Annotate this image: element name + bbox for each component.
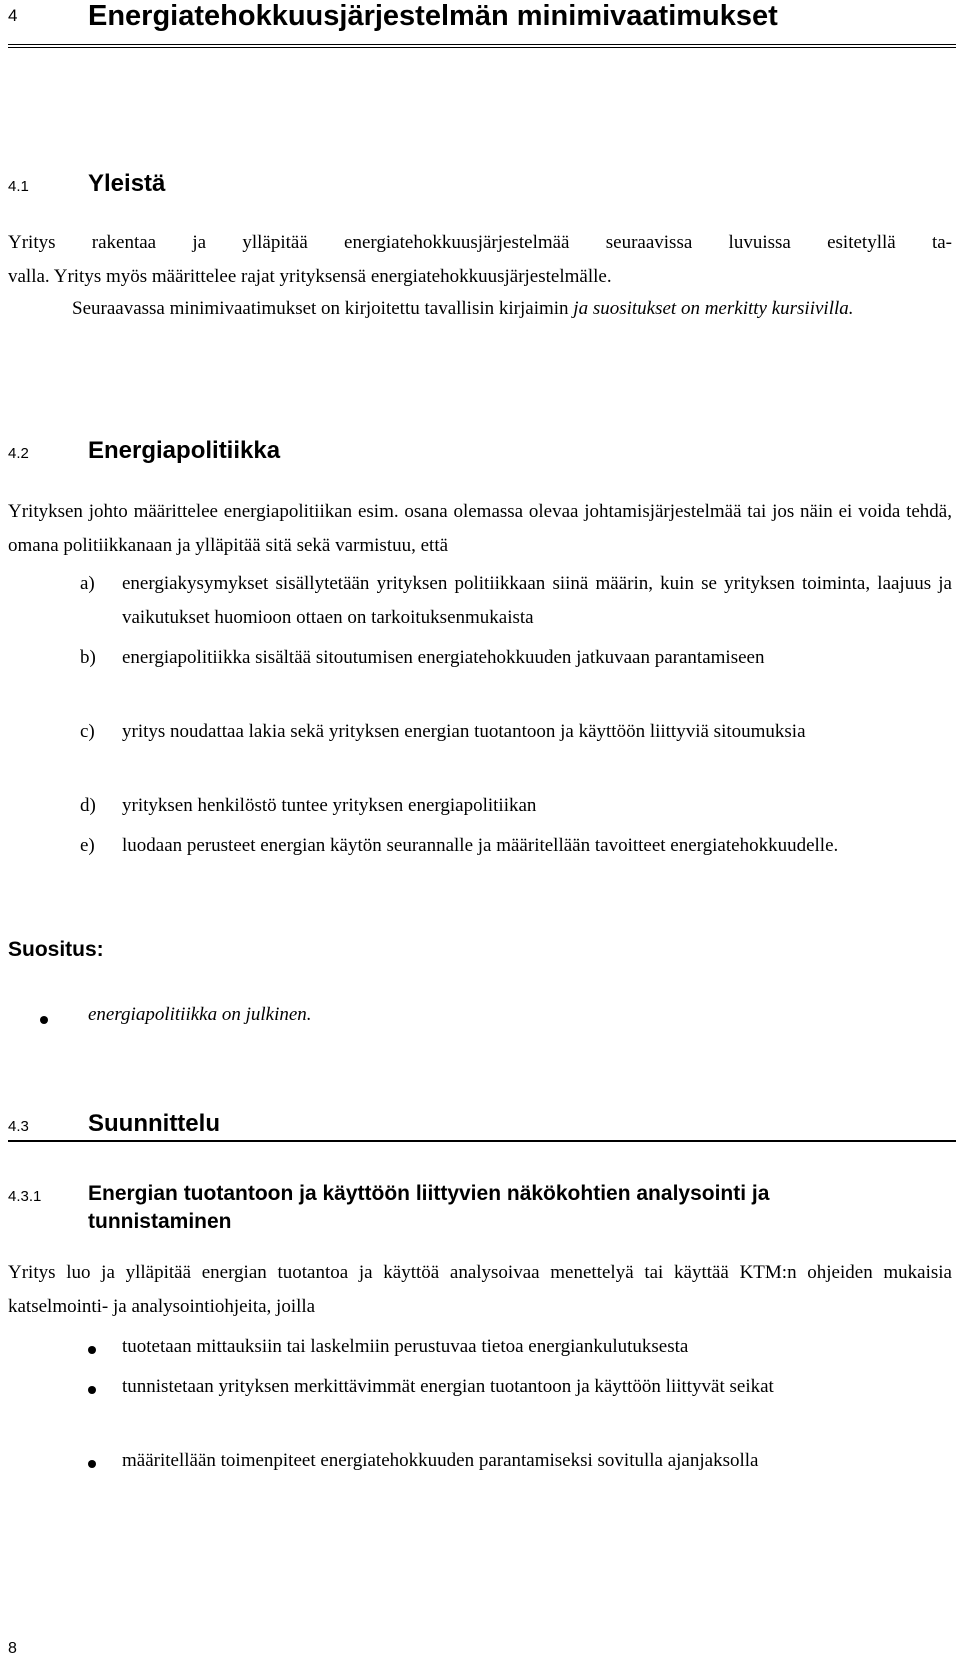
- bullet-item: tuotetaan mittauksiin tai laskelmiin perustuvaa tietoa energiankulutuksesta: [122, 1336, 689, 1357]
- section-4-3-number: 4.3: [8, 1118, 29, 1135]
- list-text: energiapolitiikka sisältää sitoutumisen energiatehokkuuden jatkuvaan parantamiseen: [122, 647, 765, 668]
- section-4-3-1-intro: Yritys luo ja ylläpitää energian tuotantoa ja käyttöä analysoivaa menettelyä tai käyttää KTM:n ohjeiden mukaisia katselmointi- ja analysointiohjeita, joilla: [8, 1262, 952, 1317]
- title-line: Energian tuotantoon ja käyttöön liittyvien näkökohtien analysointi ja: [88, 1182, 770, 1205]
- page-number: 8: [8, 1640, 17, 1657]
- list-label: e): [80, 835, 95, 856]
- list-text: yritys noudattaa lakia sekä yrityksen energian tuotantoon ja käyttöön liittyviä sitoumuksia: [122, 721, 806, 742]
- chapter-divider: [8, 44, 956, 48]
- section-divider: [8, 1140, 956, 1142]
- list-label: a): [80, 573, 95, 594]
- paragraph-line: valla. Yritys myös määrittelee rajat yrityksensä energiatehokkuusjärjestelmälle.: [8, 266, 612, 287]
- bullet-icon: [88, 1386, 96, 1394]
- section-4-1-title: Yleistä: [88, 170, 166, 197]
- bullet-icon: [88, 1346, 96, 1354]
- section-4-3-title: Suunnittelu: [88, 1110, 220, 1137]
- recommendation-item: energiapolitiikka on julkinen.: [88, 1004, 312, 1025]
- list-label: b): [80, 647, 96, 668]
- section-4-1-number: 4.1: [8, 178, 29, 195]
- list-label: c): [80, 721, 95, 742]
- bullet-item: määritellään toimenpiteet energiatehokkuuden parantamiseksi sovitulla ajanjaksolla: [122, 1450, 759, 1471]
- section-4-3-1-title: [88, 1180, 769, 1236]
- section-4-3-1-number: 4.3.1: [8, 1188, 42, 1205]
- bullet-icon: [88, 1460, 96, 1468]
- title-line: tunnistaminen: [88, 1210, 232, 1233]
- section-4-2-intro: Yrityksen johto määrittelee energiapolitiikan esim. osana olemassa olevaa johtamisjärjestelmää tai jos näin ei voida tehdä, omana politiikkanaan ja ylläpitää sitä sekä varmistuu, että: [8, 501, 952, 556]
- bullet-icon: [40, 1016, 48, 1024]
- list-label: d): [80, 795, 96, 816]
- italic-text: ja suositukset on merkitty kursiivilla.: [573, 298, 854, 319]
- chapter-number: 4: [8, 6, 18, 25]
- list-text: energiakysymykset sisällytetään yrityksen politiikkaan siinä määrin, kuin se yrityksen toiminta, laajuus ja vaikutukset huomioon ottaen on tarkoituksenmukaista: [122, 573, 952, 628]
- section-4-1-paragraph: [8, 226, 952, 294]
- section-4-2-number: 4.2: [8, 445, 29, 462]
- chapter-title: Energiatehokkuusjärjestelmän minimivaatimukset: [88, 0, 778, 32]
- list-text: luodaan perusteet energian käytön seurannalle ja määritellään tavoitteet energiatehokkuudelle.: [122, 835, 839, 856]
- bullet-item: tunnistetaan yrityksen merkittävimmät energian tuotantoon ja käyttöön liittyvät seikat: [122, 1376, 774, 1397]
- section-4-2-title: Energiapolitiikka: [88, 437, 281, 464]
- normal-text: Seuraavassa minimivaatimukset on kirjoitettu tavallisin kirjaimin: [72, 298, 574, 319]
- list-text: yrityksen henkilöstö tuntee yrityksen energiapolitiikan: [122, 795, 537, 816]
- section-4-1-paragraph-2: [8, 292, 952, 326]
- paragraph-line: Yritys rakentaa ja ylläpitää energiatehokkuusjärjestelmää seuraavissa luvuissa esitetyllä ta-: [8, 232, 952, 253]
- recommendation-heading: Suositus:: [8, 938, 104, 961]
